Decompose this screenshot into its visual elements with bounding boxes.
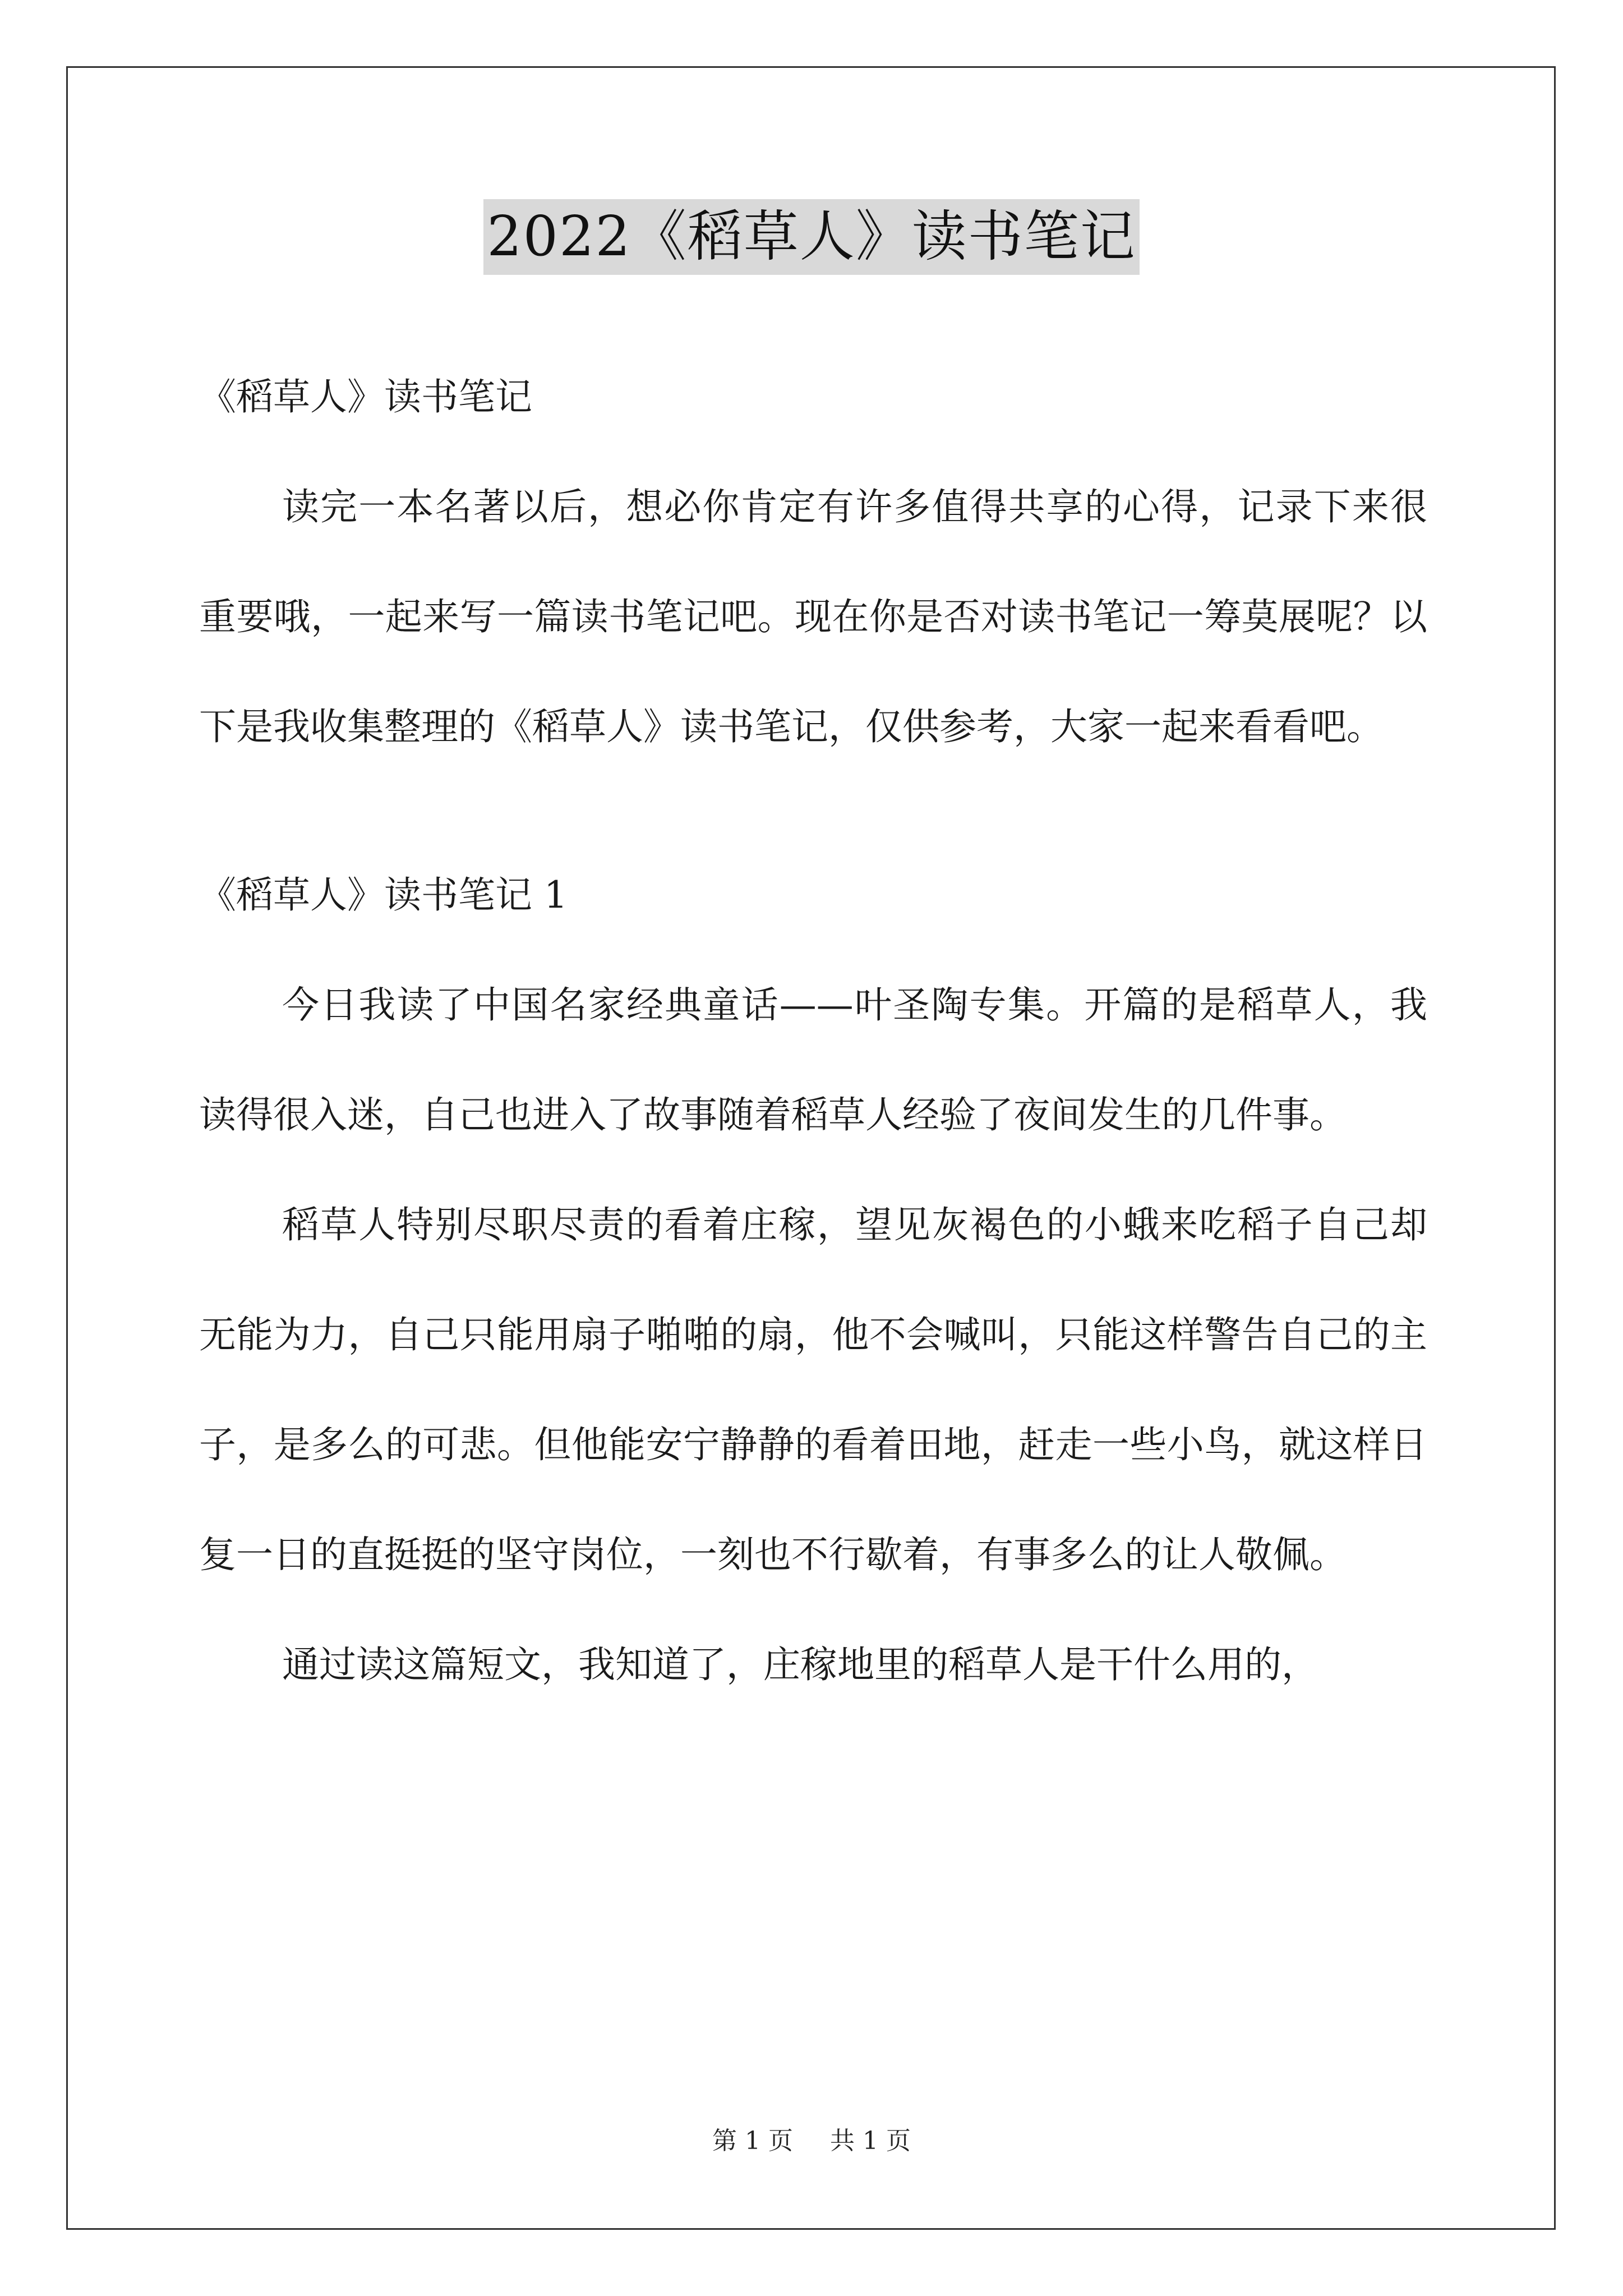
body-paragraph: 通过读这篇短文，我知道了，庄稼地里的稻草人是干什么用的，: [282, 1643, 1318, 1686]
document-body: [199, 342, 1427, 1720]
body-paragraph: 稻草人特别尽职尽责的看着庄稼，望见灰褐色的小蛾来吃稻子自己却无能为力，自己只能用扇子啪啪的扇，他不会喊叫，只能这样警告自己的主子，是多么的可悲。但他能安宁静静的看着田地，赶走一些小鸟，就这样日复一日的直挺挺的坚守岗位，一刻也不行歇着，有事多么的让人敬佩。: [199, 1203, 1427, 1576]
section-spacer: [199, 782, 1427, 840]
body-paragraph: 今日我读了中国名家经典童话——叶圣陶专集。开篇的是稻草人，我读得很入迷，自己也进入了故事随着稻草人经验了夜间发生的几件事。: [199, 983, 1427, 1137]
document-title: 2022《稻草人》读书笔记: [483, 199, 1139, 275]
page-total: 共 1 页: [830, 2127, 911, 2155]
intro-paragraph: 读完一本名著以后，想必你肯定有许多值得共享的心得，记录下来很重要哦，一起来写一篇读书笔记吧。现在你是否对读书笔记一筹莫展呢？以下是我收集整理的《稻草人》读书笔记，仅供参考，大家一起来看看吧。: [199, 485, 1427, 748]
intro-heading: 《稻草人》读书笔记: [199, 375, 532, 418]
title-container: [0, 199, 1623, 275]
page-number: 第 1 页: [712, 2127, 793, 2155]
page-footer: [0, 2120, 1623, 2156]
section-heading: 《稻草人》读书笔记 1: [199, 873, 568, 917]
